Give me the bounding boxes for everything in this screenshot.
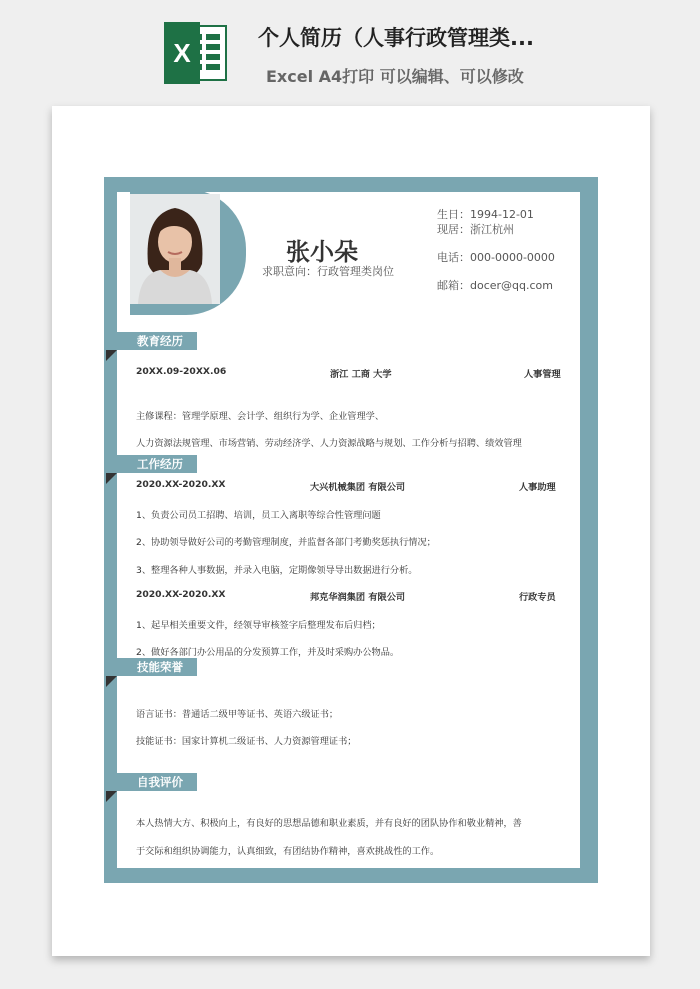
section-education-title: 教育经历 [117, 332, 197, 350]
skill-item: 技能证书：国家计算机二级证书、人力资源管理证书； [136, 736, 357, 747]
work-1-duty: 3、整理各种人事数据，并录入电脑，定期像领导导出数据进行分析。 [136, 565, 418, 576]
current-location: 现居：浙江杭州 [437, 223, 514, 236]
section-skills-title: 技能荣誉 [117, 658, 197, 676]
job-intent: 求职意向：行政管理类岗位 [262, 265, 394, 278]
education-major: 人事管理 [524, 369, 561, 380]
section-marker [106, 473, 117, 484]
profile-photo [130, 194, 220, 304]
skill-item: 语言证书：普通话二级甲等证书、英语六级证书； [136, 709, 339, 720]
work-1-role: 人事助理 [519, 482, 556, 493]
work-1-duty: 2、协助领导做好公司的考勤管理制度，并监督各部门考勤奖惩执行情况； [136, 537, 436, 548]
candidate-name: 张小朵 [286, 238, 358, 266]
work-2-duty: 2、做好各部门办公用品的分发预算工作，并及时采购办公物品。 [136, 647, 400, 658]
work-2-company: 邦克华润集团 有限公司 [310, 592, 406, 603]
education-courses-cont: 人力资源法规管理、市场营销、劳动经济学、人力资源战略与规划、工作分析与招聘、绩效管理 [136, 438, 522, 449]
self-evaluation-text-cont: 于交际和组织协调能力，认真细致，有团结协作精神，喜欢挑战性的工作。 [136, 846, 440, 857]
page-title: 个人简历（人事行政管理类... [258, 26, 534, 50]
svg-text:X: X [173, 38, 191, 68]
work-2-role: 行政专员 [519, 592, 556, 603]
education-period: 20XX.09-20XX.06 [136, 366, 227, 377]
section-marker [106, 676, 117, 687]
education-school: 浙江 工商 大学 [330, 369, 392, 380]
excel-icon [162, 20, 228, 86]
section-work-title: 工作经历 [117, 455, 197, 473]
phone-number: 电话：000-0000-0000 [437, 251, 555, 264]
page-subtitle: Excel A4打印 可以编辑、可以修改 [266, 67, 524, 86]
section-self-evaluation-title: 自我评价 [117, 773, 197, 791]
education-courses: 主修课程：管理学原理、会计学、组织行为学、企业管理学、 [136, 411, 385, 422]
section-marker [106, 791, 117, 802]
work-1-period: 2020.XX-2020.XX [136, 479, 226, 490]
work-1-company: 大兴机械集团 有限公司 [310, 482, 406, 493]
work-1-duty: 1、负责公司员工招聘、培训，员工入离职等综合性管理问题 [136, 510, 381, 521]
email-address: 邮箱：docer@qq.com [437, 279, 554, 292]
work-2-duty: 1、起早相关重要文件，经领导审核签字后整理发布后归档； [136, 620, 381, 631]
self-evaluation-text: 本人热情大方、积极向上，有良好的思想品德和职业素质，并有良好的团队协作和敬业精神，善 [136, 818, 522, 829]
top-bar [0, 0, 700, 100]
section-marker [106, 350, 117, 361]
birth-date: 生日：1994-12-01 [437, 208, 534, 221]
work-2-period: 2020.XX-2020.XX [136, 589, 226, 600]
